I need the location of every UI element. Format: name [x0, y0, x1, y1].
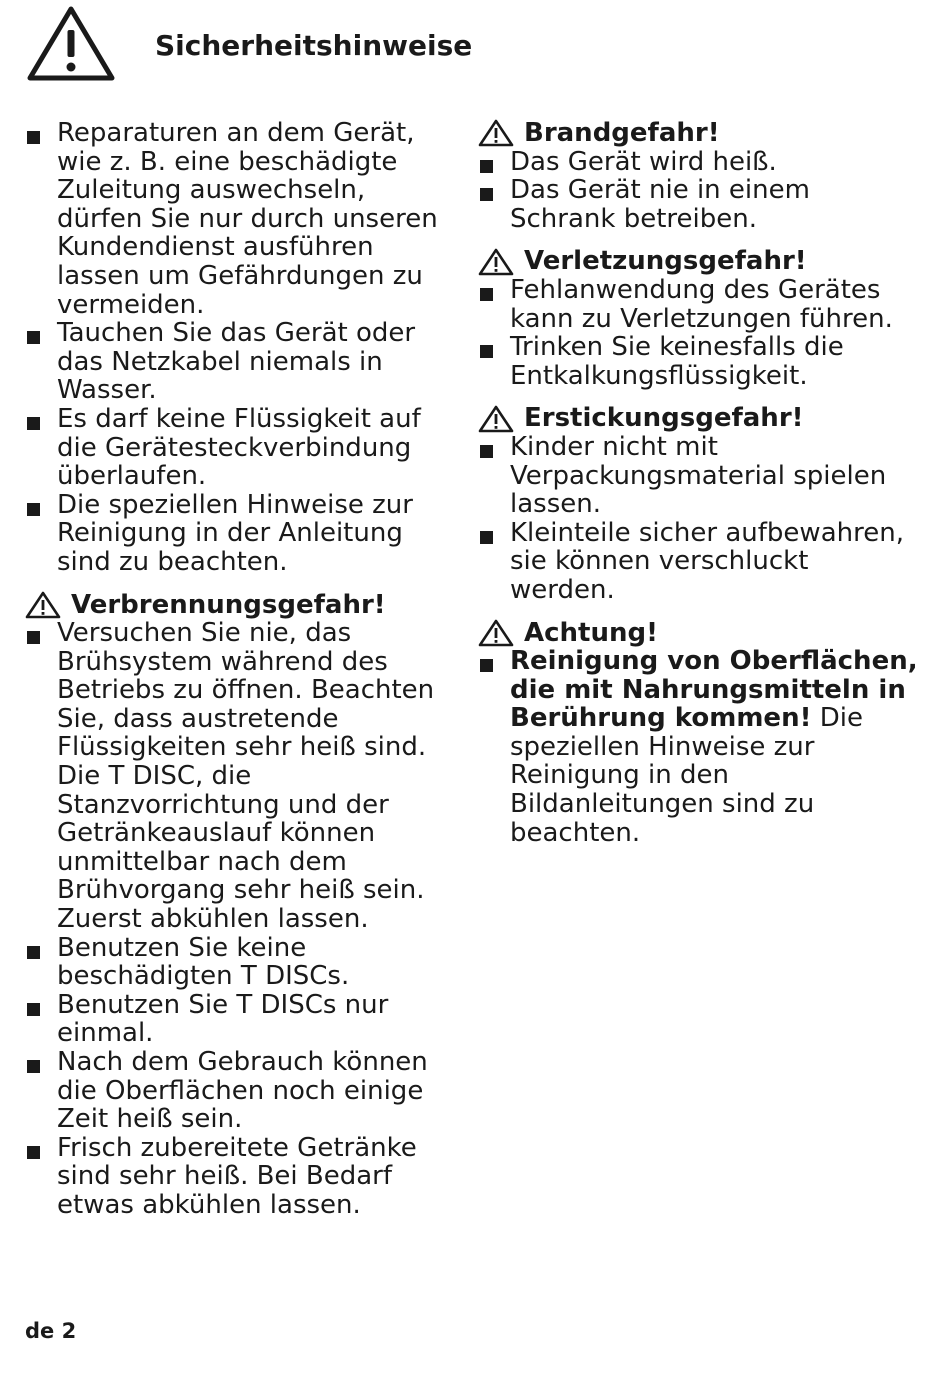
- heading-text: Brandgefahr!: [524, 118, 720, 148]
- right-column: [478, 119, 918, 847]
- list-item: Frisch zubereitete Getränke sind sehr heiß. Bei Bedarf etwas abkühlen lassen.: [25, 1134, 450, 1220]
- list-item: Kinder nicht mit Verpackungsmaterial spielen lassen.: [478, 433, 918, 519]
- warning-icon: [478, 405, 514, 433]
- injury-hazard-section: [478, 247, 918, 390]
- warning-icon: [478, 248, 514, 276]
- burn-hazard-section: [25, 591, 450, 1220]
- list-item: Versuchen Sie nie, das Brühsystem während des Betriebs zu öffnen. Beachten Sie, dass austretende Flüssigkeiten sehr heiß sind. Die T DISC, die Stanzvorrichtung und der Getränkeauslauf können unmittelbar nach dem Brühvorgang sehr heiß sein. Zuerst abkühlen lassen.: [25, 619, 450, 934]
- fire-hazard-list: [478, 148, 918, 234]
- general-safety-list: [25, 119, 450, 577]
- section-heading: [478, 404, 918, 433]
- heading-text: Verbrennungsgefahr!: [71, 589, 386, 620]
- list-item: Es darf keine Flüssigkeit auf die Gerätesteckverbindung überlaufen.: [25, 405, 450, 491]
- suffocation-hazard-list: [478, 433, 918, 605]
- injury-hazard-list: [478, 276, 918, 390]
- heading-text: Achtung!: [524, 617, 658, 648]
- list-item: Die speziellen Hinweise zur Reinigung in der Anleitung sind zu beachten.: [25, 491, 450, 577]
- warning-icon: [478, 619, 514, 647]
- list-item: Das Gerät nie in einem Schrank betreiben.: [478, 176, 918, 233]
- list-item: Fehlanwendung des Gerätes kann zu Verletzungen führen.: [478, 276, 918, 333]
- warning-icon: [25, 591, 61, 619]
- section-heading: [478, 119, 918, 148]
- list-item: Kleinteile sicher aufbewahren, sie können verschluckt werden.: [478, 519, 918, 605]
- warning-triangle-icon: [25, 4, 117, 82]
- fire-hazard-section: [478, 119, 918, 233]
- list-item: Trinken Sie keinesfalls die Entkalkungsflüssigkeit.: [478, 333, 918, 390]
- list-item: Reparaturen an dem Gerät, wie z. B. eine beschädigte Zuleitung auswechseln, dürfen Sie nur durch unseren Kundendienst ausführen lassen um Gefährdungen zu vermeiden.: [25, 119, 450, 319]
- list-item: Benutzen Sie T DISCs nur einmal.: [25, 991, 450, 1048]
- suffocation-hazard-section: [478, 404, 918, 604]
- list-item: Das Gerät wird heiß.: [478, 148, 918, 177]
- page-number: de 2: [25, 1319, 77, 1343]
- attention-text: Die speziellen Hinweise zur Reinigung in den Bildanleitungen sind zu beachten.: [510, 703, 863, 848]
- section-heading: [478, 247, 918, 276]
- heading-text: Verletzungsgefahr!: [524, 246, 807, 277]
- burn-hazard-list: [25, 619, 450, 1219]
- list-item: Nach dem Gebrauch können die Oberflächen noch einige Zeit heiß sein.: [25, 1048, 450, 1134]
- attention-bold-text: Reinigung von Oberflächen, die mit Nahrungsmitteln in Berührung kommen!: [510, 646, 918, 734]
- list-item: Benutzen Sie keine beschädigten T DISCs.: [25, 934, 450, 991]
- attention-list: [478, 647, 918, 847]
- heading-text: Erstickungsgefahr!: [524, 403, 804, 434]
- left-column: [25, 119, 450, 1220]
- attention-section: [478, 619, 918, 848]
- section-heading: [478, 619, 918, 648]
- page-title: Sicherheitshinweise: [155, 29, 473, 62]
- warning-icon: [478, 119, 514, 147]
- list-item: Tauchen Sie das Gerät oder das Netzkabel niemals in Wasser.: [25, 319, 450, 405]
- list-item: [478, 647, 918, 847]
- section-heading: [25, 591, 450, 620]
